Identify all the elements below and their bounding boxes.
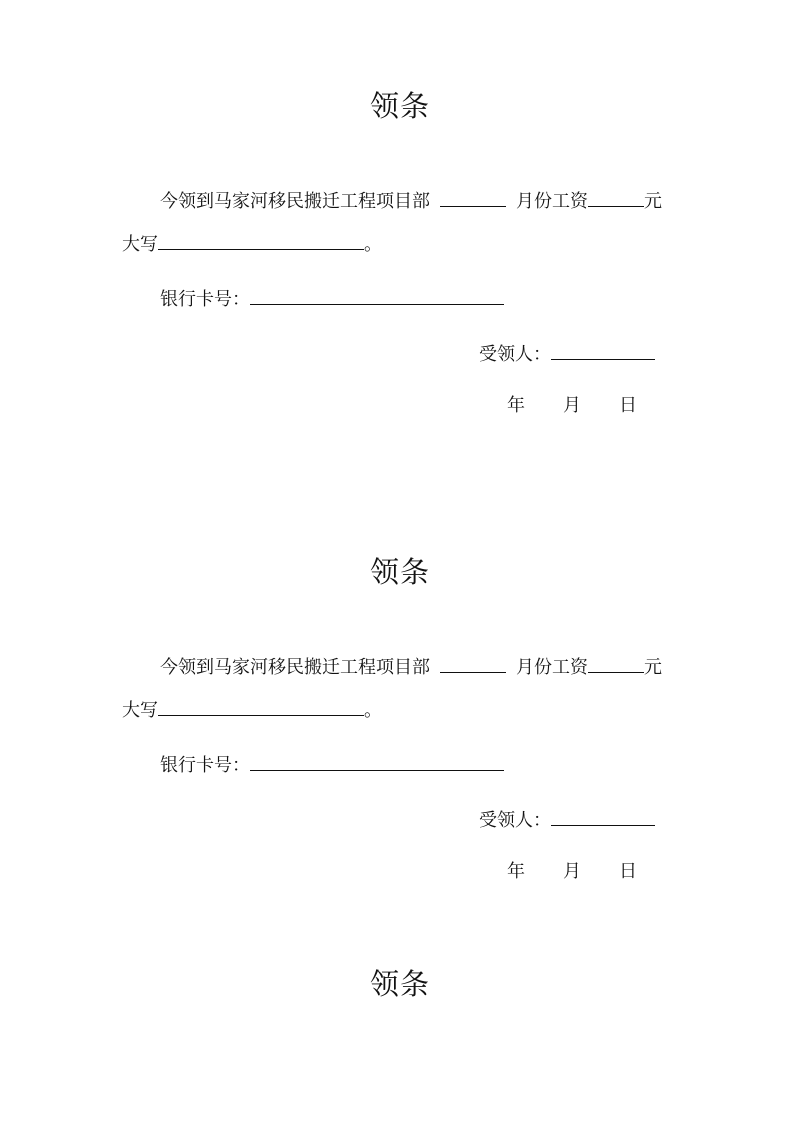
bank-card-line xyxy=(160,286,504,311)
month-blank xyxy=(440,654,506,673)
date-day: 日 xyxy=(619,861,637,882)
month-label: 月份工资 xyxy=(516,657,588,678)
bank-card-blank xyxy=(250,752,504,771)
date-year: 年 xyxy=(507,861,525,882)
unit-label: 元 xyxy=(644,191,662,212)
receipt-title: 领条 xyxy=(369,555,430,589)
month-label: 月份工资 xyxy=(516,191,588,212)
bank-card-label: 银行卡号： xyxy=(160,755,250,776)
amount-words-line xyxy=(122,697,382,722)
receipt-title: 领条 xyxy=(369,967,430,1001)
recipient-line xyxy=(479,807,655,832)
recipient-label: 受领人： xyxy=(479,810,551,831)
amount-words-blank xyxy=(158,231,364,250)
date-month: 月 xyxy=(563,395,581,416)
amount-words-label: 大写 xyxy=(122,700,158,721)
month-blank xyxy=(440,188,506,207)
bank-card-label: 银行卡号： xyxy=(160,289,250,310)
recipient-label: 受领人： xyxy=(479,344,551,365)
salary-line xyxy=(160,188,662,213)
receipt-title: 领条 xyxy=(369,89,430,123)
amount-blank xyxy=(588,654,644,673)
bank-card-line xyxy=(160,752,504,777)
receipt-3 xyxy=(0,966,800,1026)
receipt-2 xyxy=(0,554,800,974)
recipient-line xyxy=(479,341,655,366)
recipient-blank xyxy=(551,341,655,360)
amount-words-end: 。 xyxy=(364,234,382,255)
salary-prefix: 今领到马家河移民搬迁工程项目部 xyxy=(160,657,430,678)
amount-words-end: 。 xyxy=(364,700,382,721)
amount-words-label: 大写 xyxy=(122,234,158,255)
receipt-1 xyxy=(0,88,800,508)
date-month: 月 xyxy=(563,861,581,882)
unit-label: 元 xyxy=(644,657,662,678)
date-day: 日 xyxy=(619,395,637,416)
date-line xyxy=(507,395,637,417)
salary-line xyxy=(160,654,662,679)
salary-prefix: 今领到马家河移民搬迁工程项目部 xyxy=(160,191,430,212)
amount-words-blank xyxy=(158,697,364,716)
recipient-blank xyxy=(551,807,655,826)
amount-blank xyxy=(588,188,644,207)
amount-words-line xyxy=(122,231,382,256)
date-year: 年 xyxy=(507,395,525,416)
date-line xyxy=(507,861,637,883)
bank-card-blank xyxy=(250,286,504,305)
